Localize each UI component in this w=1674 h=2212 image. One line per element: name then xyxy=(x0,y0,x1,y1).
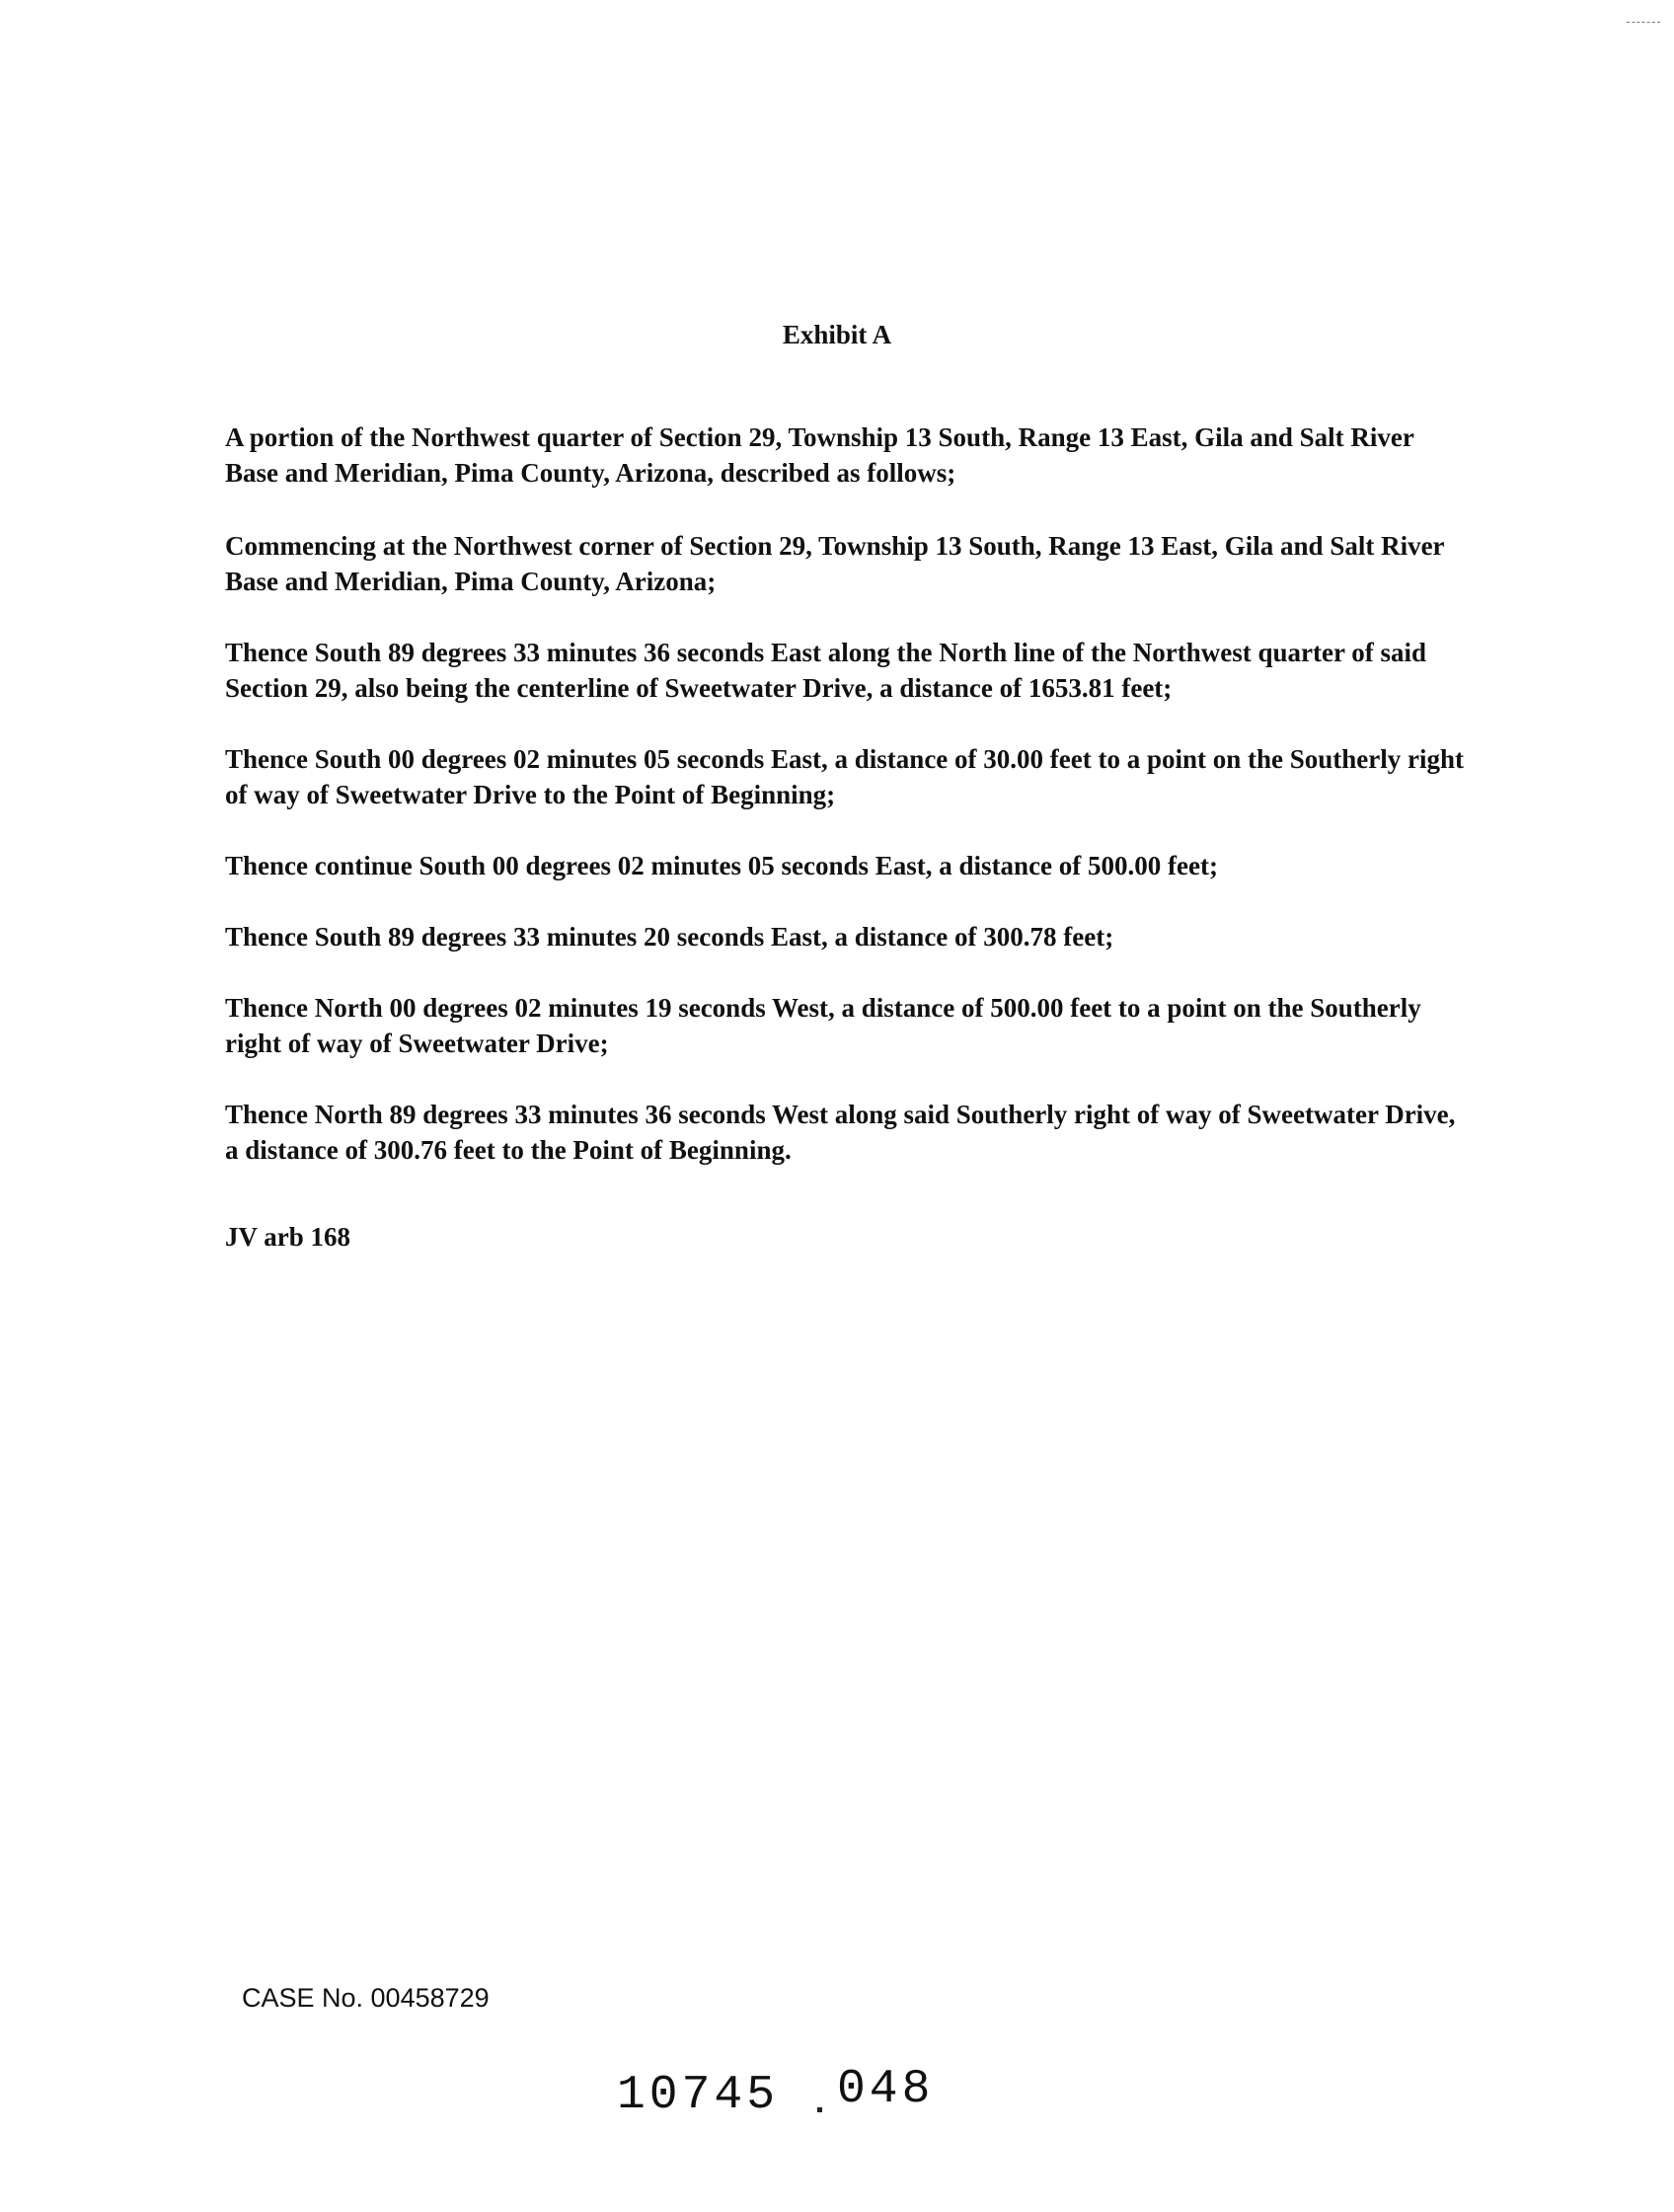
paragraph-course-4: Thence South 89 degrees 33 minutes 20 seconds East, a distance of 300.78 feet; xyxy=(225,922,1114,952)
recording-page-number: 048 xyxy=(837,2063,935,2116)
scan-edge-mark xyxy=(1627,22,1660,23)
paragraph-course-2: Thence South 00 degrees 02 minutes 05 seconds East, a distance of 30.00 feet to a point on the Southerly right of way of Sweetwater Drive to the Point of Beginning; xyxy=(225,744,1464,809)
paragraph-commencing: Commencing at the Northwest corner of Section 29, Township 13 South, Range 13 East, Gila and Salt River Base and Meridian, Pima County, Arizona; xyxy=(225,531,1445,596)
recording-book-number: 10745 xyxy=(617,2069,780,2122)
paragraph-course-6: Thence North 89 degrees 33 minutes 36 seconds West along said Southerly right of way of Sweetwater Drive, a distance of 300.76 feet to the Point of Beginning. xyxy=(225,1100,1456,1165)
document-title: Exhibit A xyxy=(782,320,892,349)
paragraph-course-1: Thence South 89 degrees 33 minutes 36 seconds East along the North line of the Northwest quarter of said Section 29, also being the centerline of Sweetwater Drive, a distance of 1653.81 feet; xyxy=(225,638,1426,703)
paragraph-course-5: Thence North 00 degrees 02 minutes 19 seconds West, a distance of 500.00 feet to a point on the Southerly right of way of Sweetwater Drive; xyxy=(225,993,1421,1058)
paragraph-course-3: Thence continue South 00 degrees 02 minutes 05 seconds East, a distance of 500.00 feet; xyxy=(225,851,1218,880)
paragraph-portion: A portion of the Northwest quarter of Section 29, Township 13 South, Range 13 East, Gila and Salt River Base and Meridian, Pima County, Arizona, described as follows; xyxy=(225,422,1414,488)
legal-description xyxy=(225,420,1469,1290)
reference-code: JV arb 168 xyxy=(225,1222,351,1252)
case-number: CASE No. 00458729 xyxy=(242,1983,490,2013)
stamp-separator xyxy=(817,2107,822,2112)
